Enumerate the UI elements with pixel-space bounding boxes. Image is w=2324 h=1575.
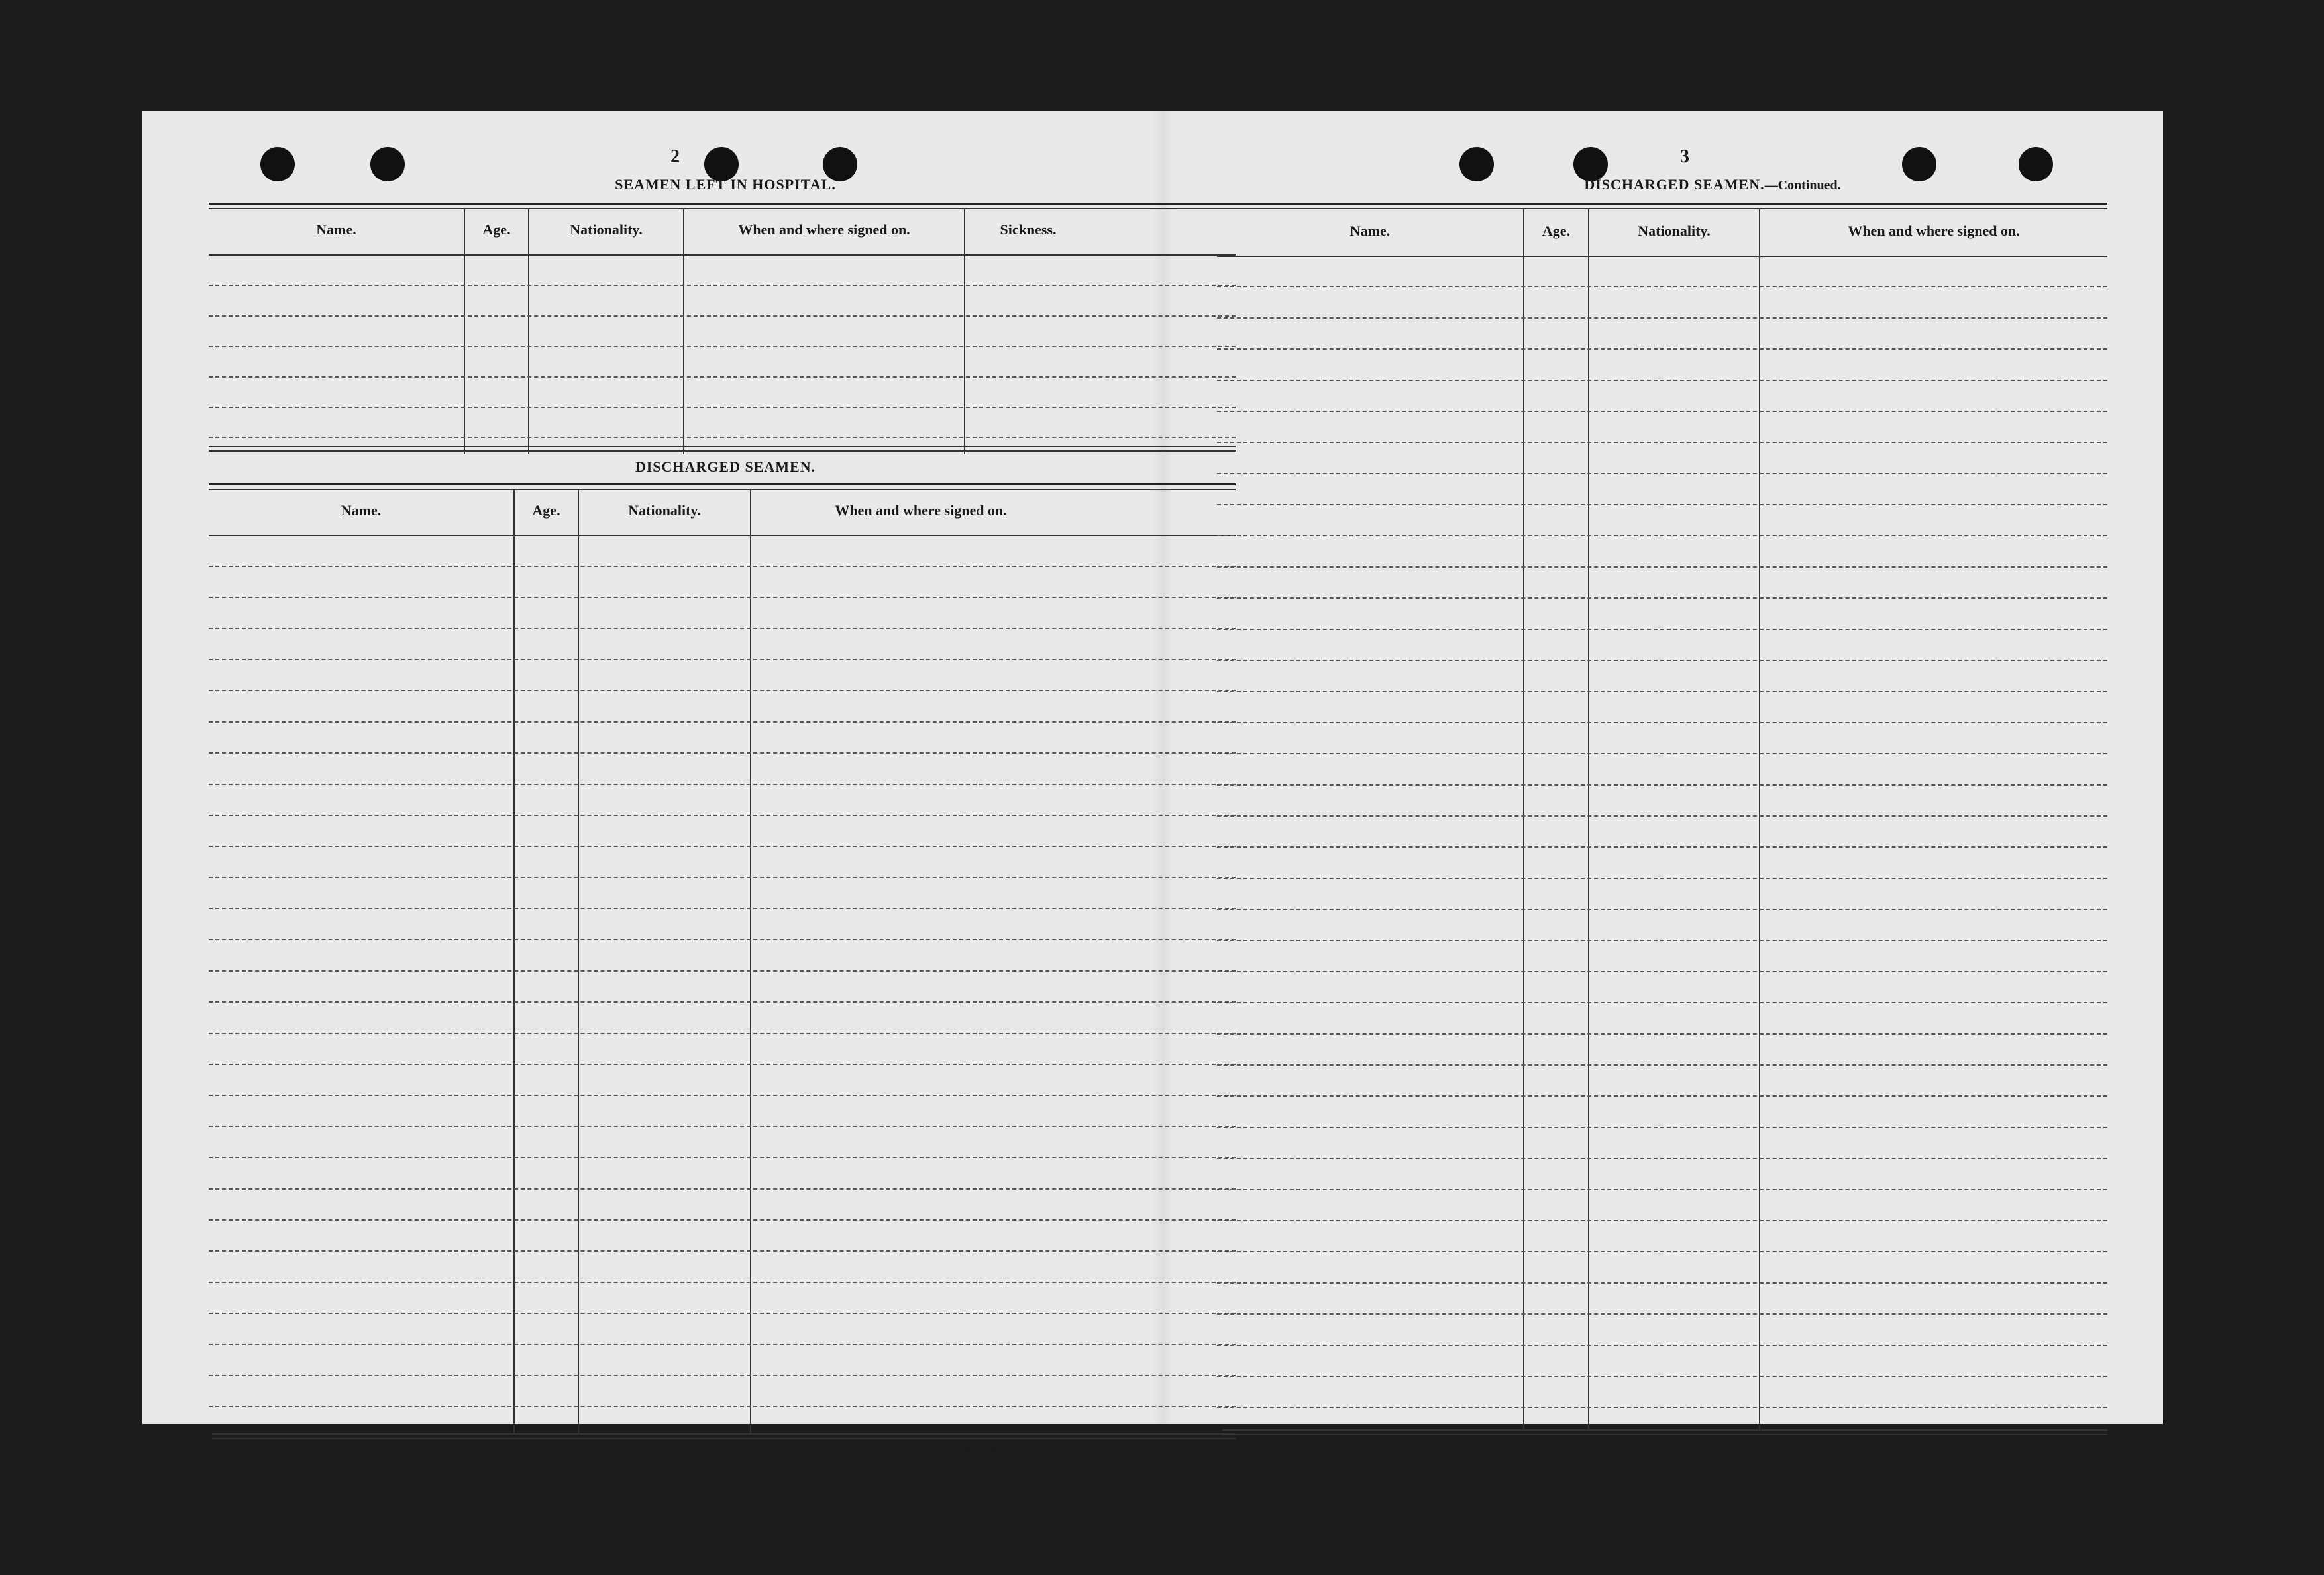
column-divider	[464, 209, 465, 454]
ruling-line	[1217, 691, 2107, 692]
ruling-line	[1217, 784, 2107, 786]
discharged-section-title: DISCHARGED SEAMEN.	[635, 458, 816, 475]
ruling-line	[209, 407, 1236, 408]
ruling-line	[209, 1250, 1236, 1252]
ruling-line	[209, 846, 1236, 847]
page-number: 3	[1680, 146, 1689, 167]
continued-footnote: CONTINUED ON NEXT PAGE.	[923, 1445, 1041, 1453]
column-divider	[578, 490, 579, 1433]
ruling-line	[1217, 1127, 2107, 1128]
ruling-line	[1217, 286, 2107, 287]
header-underline	[209, 254, 1236, 256]
column-header-signed-on: When and where signed on.	[1848, 223, 2020, 239]
column-divider	[513, 490, 515, 1433]
ruling-line	[1217, 722, 2107, 723]
ruling-line	[209, 1344, 1236, 1345]
ruling-line	[1217, 1033, 2107, 1035]
ruling-line	[1217, 660, 2107, 661]
ruling-line	[209, 1001, 1236, 1003]
header-underline	[1217, 256, 2107, 257]
ruling-line	[209, 659, 1236, 660]
ruling-line	[1217, 473, 2107, 474]
ruling-line	[209, 566, 1236, 567]
ruling-line	[209, 690, 1236, 691]
ruling-line	[1217, 878, 2107, 879]
ruling-line	[1217, 971, 2107, 972]
punch-hole	[2019, 147, 2053, 181]
ruling-line	[1217, 629, 2107, 630]
column-divider	[1523, 209, 1524, 1429]
ruling-line	[1217, 1313, 2107, 1315]
ruling-line	[209, 1375, 1236, 1376]
ruling-line	[209, 1095, 1236, 1096]
ruling-line	[209, 437, 1236, 438]
column-divider	[1759, 209, 1760, 1429]
ruling-line	[209, 1282, 1236, 1283]
ruling-line	[209, 1313, 1236, 1314]
ruling-line	[1217, 411, 2107, 412]
column-divider	[1588, 209, 1589, 1429]
ruling-line	[1217, 815, 2107, 817]
table-rule	[209, 208, 1236, 209]
ruling-line	[209, 1157, 1236, 1158]
table-rule	[209, 483, 1236, 485]
column-divider	[964, 209, 965, 454]
ruling-line	[209, 721, 1236, 723]
ruling-line	[209, 285, 1236, 286]
document-sheet	[142, 111, 2163, 1453]
column-header-sickness: Sickness.	[1000, 221, 1057, 238]
column-header-name: Name.	[316, 221, 356, 238]
table-rule	[209, 203, 1236, 205]
ruling-line	[1217, 1282, 2107, 1284]
column-divider	[528, 209, 529, 454]
ruling-line	[1217, 535, 2107, 536]
ruling-line	[209, 346, 1236, 347]
column-header-signed-on: When and where signed on.	[738, 221, 910, 238]
table-rule	[209, 450, 1236, 452]
table-rule	[1222, 1429, 2107, 1431]
table-rule	[212, 1438, 1236, 1439]
column-header-nationality: Nationality.	[1638, 223, 1711, 239]
ruling-line	[209, 752, 1236, 754]
column-header-signed-on: When and where signed on.	[835, 502, 1007, 519]
section-title-text: DISCHARGED SEAMEN.	[1584, 176, 1765, 193]
hospital-section-title: SEAMEN LEFT IN HOSPITAL.	[615, 176, 836, 193]
column-header-age: Age.	[532, 502, 560, 519]
ruling-line	[209, 1064, 1236, 1065]
ruling-line	[209, 1188, 1236, 1190]
ruling-line	[1217, 1345, 2107, 1346]
page-fold	[1153, 111, 1173, 1424]
ruling-line	[209, 877, 1236, 878]
ruling-line	[1217, 940, 2107, 941]
ruling-line	[1217, 1158, 2107, 1159]
punch-hole	[260, 147, 295, 181]
ruling-line	[1217, 909, 2107, 910]
ruling-line	[1217, 348, 2107, 350]
ruling-line	[1217, 1002, 2107, 1003]
ruling-line	[209, 1406, 1236, 1407]
section-title-suffix: —Continued.	[1764, 178, 1841, 193]
header-underline	[209, 535, 1236, 536]
ruling-line	[1217, 753, 2107, 754]
punch-hole	[370, 147, 405, 181]
table-rule	[1222, 1434, 2107, 1435]
ruling-line	[1217, 1220, 2107, 1221]
ruling-line	[1217, 1095, 2107, 1097]
ruling-line	[1217, 566, 2107, 568]
ruling-line	[209, 315, 1236, 317]
column-header-nationality: Nationality.	[628, 502, 701, 519]
column-divider	[750, 490, 751, 1433]
ruling-line	[1217, 1407, 2107, 1408]
column-header-age: Age.	[482, 221, 511, 238]
ruling-line	[1217, 317, 2107, 319]
ruling-line	[209, 597, 1236, 598]
ruling-line	[209, 939, 1236, 940]
ruling-line	[1217, 1251, 2107, 1252]
table-rule	[209, 489, 1236, 490]
ruling-line	[1217, 846, 2107, 848]
ruling-line	[209, 376, 1236, 378]
ruling-line	[1217, 504, 2107, 505]
table-rule	[1217, 208, 2107, 209]
column-header-age: Age.	[1542, 223, 1571, 239]
column-header-nationality: Nationality.	[570, 221, 643, 238]
ruling-line	[209, 1219, 1236, 1221]
table-rule	[209, 446, 1236, 447]
table-rule	[1217, 203, 2107, 205]
page-number: 2	[670, 146, 680, 167]
column-header-name: Name.	[1349, 223, 1391, 239]
discharged-continued-title	[1487, 176, 1938, 193]
ruling-line	[209, 815, 1236, 816]
column-header-name: Name.	[341, 502, 382, 519]
ruling-line	[209, 784, 1236, 785]
ruling-line	[1217, 1189, 2107, 1190]
ruling-line	[1217, 380, 2107, 381]
table-rule	[212, 1433, 1236, 1435]
ruling-line	[209, 908, 1236, 909]
ruling-line	[1217, 1376, 2107, 1377]
ruling-line	[209, 970, 1236, 972]
ruling-line	[209, 1033, 1236, 1034]
ruling-line	[1217, 442, 2107, 443]
ruling-line	[209, 1126, 1236, 1127]
ruling-line	[1217, 1064, 2107, 1066]
ruling-line	[1217, 597, 2107, 599]
ruling-line	[209, 628, 1236, 629]
column-divider	[683, 209, 684, 454]
